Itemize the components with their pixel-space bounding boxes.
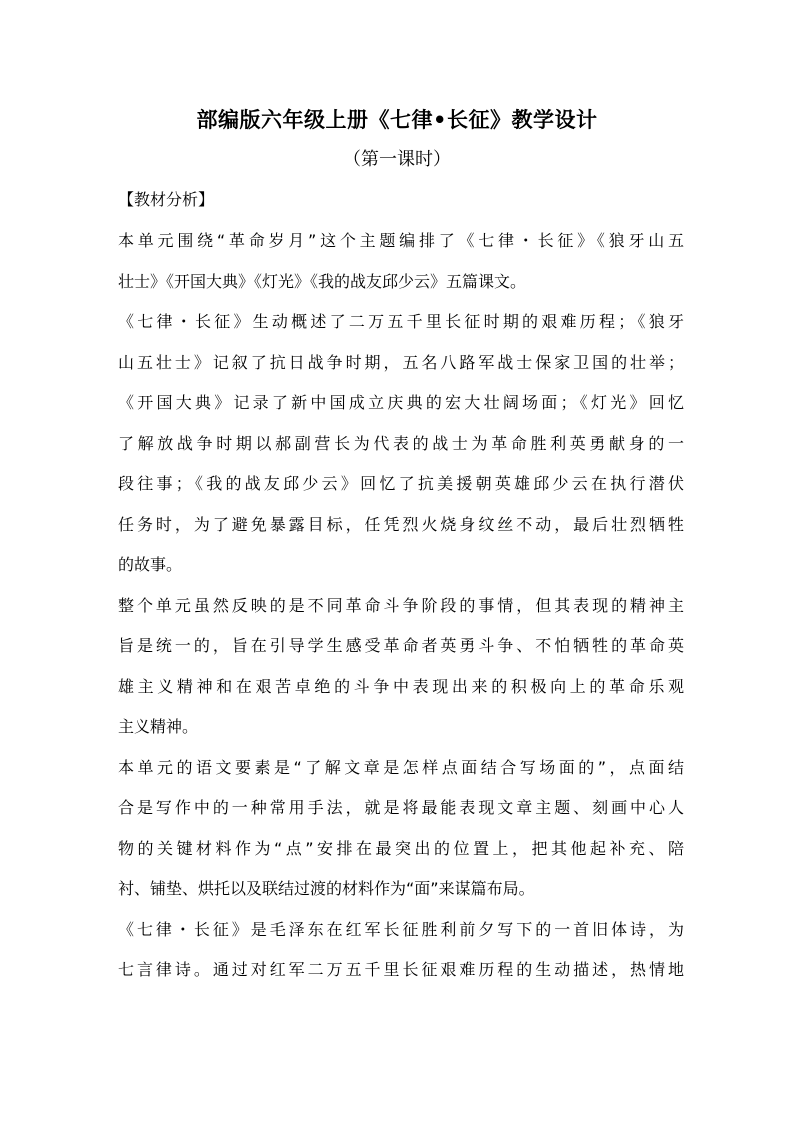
text-line: 主义精神。: [118, 717, 199, 736]
document-title: 部编版六年级上册《七律•长征》教学设计: [196, 108, 598, 132]
text-line: 物的关键材料作为“点”安排在最突出的位置上，把其他起补充、陪: [118, 838, 684, 858]
text-line: 合是写作中的一种常用手法，就是将最能表现文章主题、刻画中心人: [118, 798, 684, 817]
text-line: 本单元的语文要素是“了解文章是怎样点面结合写场面的”，点面结: [118, 757, 684, 777]
text-line: 了解放战争时期以郝副营长为代表的战士为革命胜利英勇献身的一: [118, 433, 684, 453]
text-line: 七言律诗。通过对红军二万五千里长征艰难历程的生动描述，热情地: [118, 960, 684, 979]
text-line: 山五壮士》记叙了抗日战争时期，五名八路军战士保家卫国的壮举；: [118, 352, 684, 372]
text-line: 《开国大典》记录了新中国成立庆典的宏大壮阔场面；《灯光》回忆: [118, 393, 684, 412]
text-line: 段往事；《我的战友邱少云》回忆了抗美援朝英雄邱少云在执行潜伏: [118, 474, 684, 493]
document-subtitle: （第一课时）: [343, 149, 451, 170]
text-line: 的故事。: [118, 555, 183, 574]
text-line: 任务时，为了避免暴露目标，任凭烈火烧身纹丝不动，最后壮烈牺牲: [118, 514, 684, 534]
section-heading: 【教材分析】: [118, 190, 215, 209]
body-text: [118, 221, 684, 991]
text-line: 《七律・长征》生动概述了二万五千里长征时期的艰难历程；《狼牙: [118, 312, 684, 331]
text-line: 壮士》《开国大典》《灯光》《我的战友邱少云》五篇课文。: [118, 271, 527, 291]
text-line: 衬、铺垫、烘托以及联结过渡的材料作为“面”来谋篇布局。: [118, 879, 535, 898]
text-line: 《七律・长征》是毛泽东在红军长征胜利前夕写下的一首旧体诗，为: [118, 919, 684, 939]
text-line: 雄主义精神和在艰苦卓绝的斗争中表现出来的积极向上的革命乐观: [118, 676, 684, 696]
text-line: 整个单元虽然反映的是不同革命斗争阶段的事情，但其表现的精神主: [118, 595, 684, 615]
text-line: 本单元围绕“革命岁月”这个主题编排了《七律・长征》《狼牙山五: [118, 231, 684, 250]
text-line: 旨是统一的，旨在引导学生感受革命者英勇斗争、不怕牺牲的革命英: [118, 636, 684, 655]
